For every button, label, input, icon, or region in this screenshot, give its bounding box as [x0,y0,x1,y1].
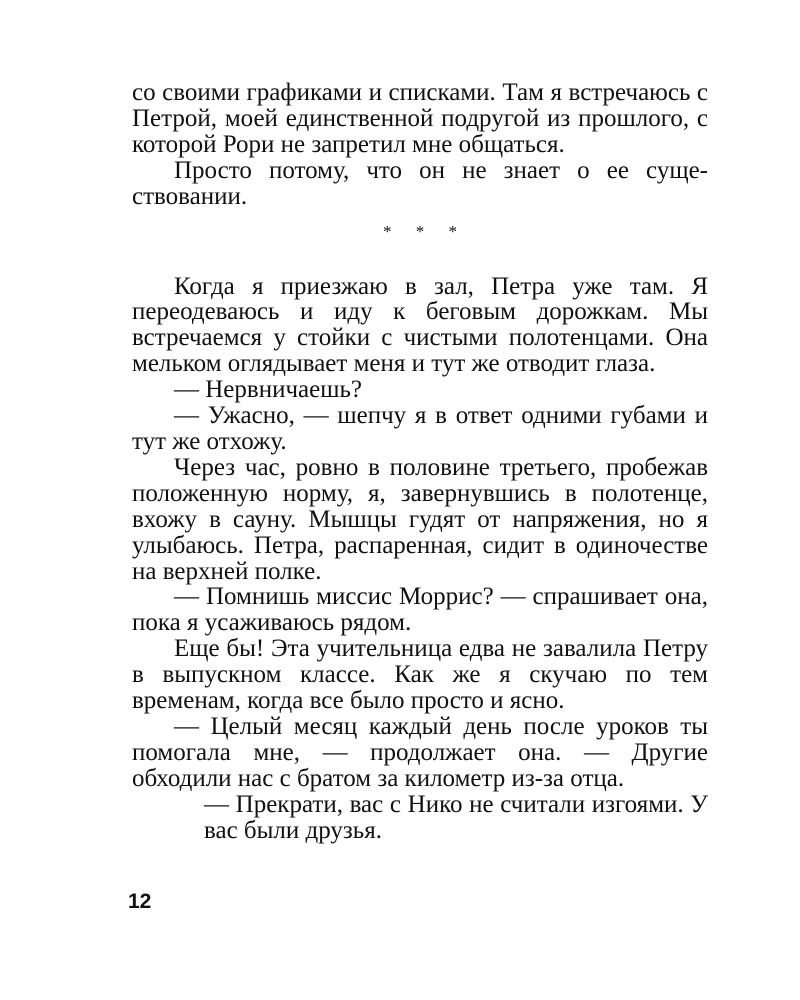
paragraph: Через час, ровно в половине третьего, пробежав положенную норму, я, завернувшись в полотенце, вхожу в сауну. Мышцы гудят от напряжения, но я улыбаюсь. Петра, распаренная, сидит в одиночестве на верхней полке. [132,453,708,585]
dialogue-line: — Нервничаешь? [174,376,362,404]
page-text [132,80,708,843]
section-divider: * * * [383,221,467,241]
paragraph: Просто потому, что он не знает о ее существовании. [132,156,708,210]
dialogue-line: — Прекрати, вас с Нико не считали изгоями. У вас были друзья. [204,790,708,844]
dialogue-line: — Ужасно, — шепчу я в ответ одними губами и тут же отхожу. [132,402,708,455]
page-number: 12 [128,890,152,913]
paragraph: Когда я приезжаю в зал, Петра уже там. Я переодеваюсь и иду к беговым дорожкам. Мы встречаемся у стойки с чистыми полотенцами. Она мельком оглядывает меня и тут же отводит глаза. [132,272,708,378]
paragraph: Еще бы! Эта учительница едва не завалила Петру в выпускном классе. Как же я скучаю по тем временам, когда все было просто и ясно. [132,635,708,715]
dialogue-line: — Целый месяц каждый день после уроков ты помогала мне, — продолжает она. — Другие обходили нас с братом за километр из-за отца. [132,712,708,792]
paragraph-continued: со своими графиками и списками. Там я встречаюсь с Петрой, моей единственной подругой из прошлого, с которой Рори не запретил мне общаться. [132,79,708,158]
dialogue-line: — Помнишь миссис Моррис? — спрашивает она, пока я усаживаюсь рядом. [132,583,708,637]
